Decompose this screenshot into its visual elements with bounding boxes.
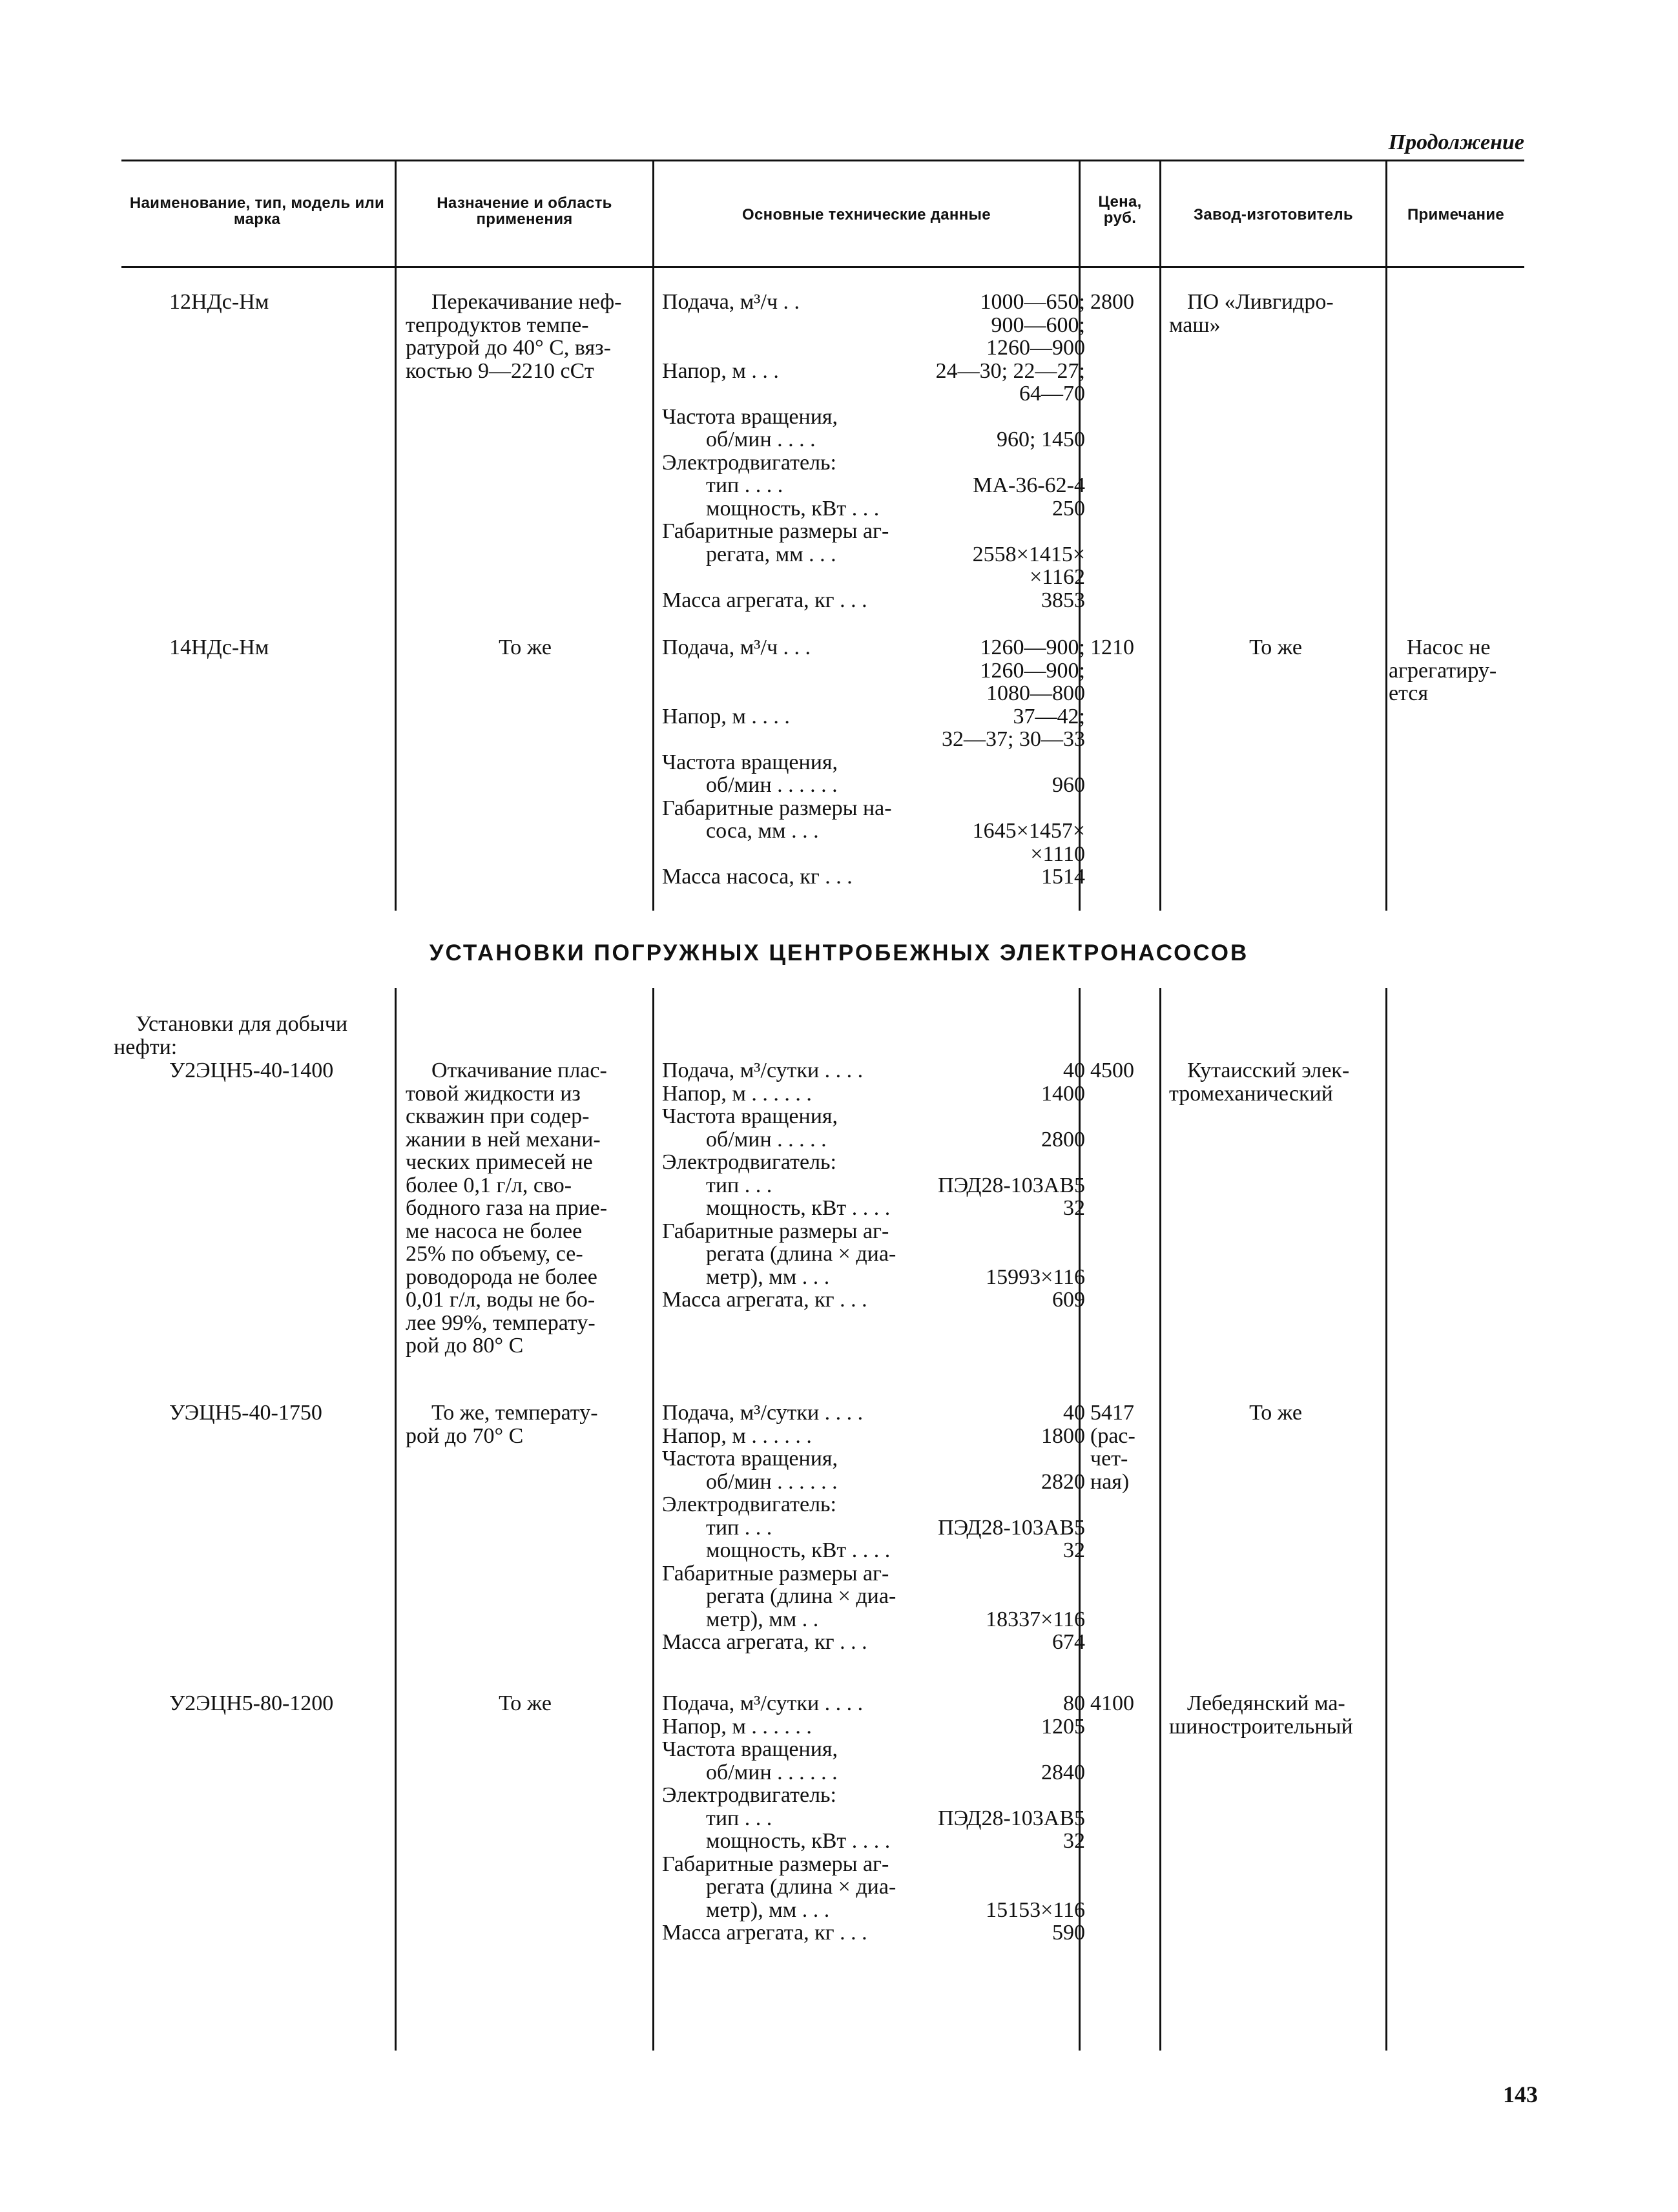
item-purpose-line: более 0,1 г/л, сво-: [406, 1173, 572, 1197]
col-divider: [1159, 161, 1161, 911]
spec-row: [662, 428, 1085, 451]
spec-label: мощность, кВт . . . .: [706, 1538, 891, 1562]
spec-row: [662, 1539, 1085, 1562]
item-purpose: [406, 1059, 645, 1358]
item-purpose-line: 0,01 г/л, воды не бо-: [406, 1288, 596, 1312]
spec-label: тип . . .: [706, 1173, 772, 1197]
spec-label: тип . . . .: [706, 473, 783, 497]
spec-value: 590: [1052, 1921, 1085, 1945]
spec-label: метр), мм . . .: [706, 1897, 830, 1922]
spec-label: Габаритные размеры аг-: [662, 519, 889, 543]
spec-row: [662, 774, 1085, 797]
spec-value: [896, 1876, 1085, 1899]
spec-row: [662, 1921, 1085, 1945]
spec-label: регата (длина × диа-: [706, 1875, 896, 1899]
spec-value: 1000—650;: [980, 290, 1085, 314]
spec-label: Габаритные размеры аг-: [662, 1852, 889, 1876]
spec-label: регата (длина × диа-: [706, 1584, 896, 1608]
item-maker-line: То же: [1249, 1401, 1302, 1425]
item-specs: [662, 1692, 1085, 1945]
item-name: УЭЦН5-40-1750: [169, 1401, 322, 1425]
spec-label: Напор, м . . . . . .: [662, 1714, 812, 1739]
spec-label: Масса агрегата, кг . . .: [662, 1630, 867, 1654]
spec-value: 1260—900;: [980, 658, 1085, 683]
item-purpose-line: Откачивание плас-: [431, 1059, 607, 1082]
item-purpose-line: рой до 80° С: [406, 1334, 524, 1358]
spec-value: 15993×116: [986, 1265, 1085, 1289]
spec-row: [662, 1425, 1085, 1448]
spec-row: [662, 589, 1085, 612]
item-name: У2ЭЦН5-80-1200: [169, 1691, 334, 1715]
spec-label: об/мин . . . . . .: [706, 1760, 838, 1784]
spec-value: 1645×1457×: [972, 819, 1085, 843]
spec-value: [836, 1784, 1085, 1807]
spec-label: Габаритные размеры аг-: [662, 1219, 889, 1243]
item-price: [1090, 291, 1134, 314]
item-note-line: Насос не: [1407, 636, 1491, 659]
spec-row: [662, 751, 1085, 774]
spec-label: Электродвигатель:: [662, 1783, 836, 1807]
item-price-line: ная): [1090, 1469, 1130, 1494]
spec-value: ×1110: [1030, 842, 1085, 866]
spec-label: Напор, м . . . . . .: [662, 1081, 812, 1106]
spec-value: [838, 751, 1085, 774]
spec-label: Габаритные размеры на-: [662, 796, 892, 820]
spec-value: 2840: [1041, 1760, 1085, 1784]
spec-row: [662, 1692, 1085, 1715]
spec-label: об/мин . . . . . .: [706, 1469, 838, 1494]
spec-label: Частота вращения,: [662, 1104, 838, 1128]
spec-label: Электродвигатель:: [662, 1493, 836, 1516]
spec-row: [662, 1447, 1085, 1471]
header-name: Наименование, тип, модель или марка: [129, 194, 385, 229]
item-price-line: чет-: [1090, 1447, 1128, 1471]
item-purpose-line: роводорода не более: [406, 1265, 597, 1289]
spec-value: [896, 1585, 1085, 1608]
spec-row: [662, 1243, 1085, 1266]
item-maker: [1169, 1059, 1382, 1105]
spec-value: 2558×1415×: [972, 542, 1085, 566]
item-purpose: [406, 636, 645, 659]
header-bottom-rule: [121, 266, 1524, 268]
spec-value: [889, 1220, 1085, 1243]
spec-value: [838, 1105, 1085, 1128]
header-maker: Завод-изготовитель: [1194, 206, 1353, 223]
spec-label: мощность, кВт . . . .: [706, 1196, 891, 1220]
section-title: УСТАНОВКИ ПОГРУЖНЫХ ЦЕНТРОБЕЖНЫХ ЭЛЕКТРОНАСОСОВ: [429, 940, 1249, 966]
spec-label: регата, мм . . .: [706, 542, 836, 566]
item-maker: [1169, 291, 1382, 336]
spec-value: 2820: [1041, 1469, 1085, 1494]
spec-row: [662, 1715, 1085, 1739]
spec-row: [662, 520, 1085, 543]
spec-row: [662, 497, 1085, 521]
spec-label: Масса агрегата, кг . . .: [662, 1921, 867, 1945]
spec-row: [662, 1471, 1085, 1494]
col-divider: [1385, 161, 1387, 911]
spec-row: [662, 382, 1085, 406]
spec-value: 80: [1063, 1691, 1085, 1715]
spec-value: ПЭД28-103АВ5: [938, 1806, 1085, 1830]
spec-label: соса, мм . . .: [706, 819, 819, 843]
spec-value: МА-36-62-4: [973, 473, 1085, 497]
item-purpose-line: рой до 70° С: [406, 1423, 524, 1448]
spec-value: 32—37; 30—33: [942, 727, 1085, 751]
spec-value: 960: [1052, 773, 1085, 797]
group-label-line: Установки для добычи: [136, 1012, 348, 1036]
item-price-line: (рас-: [1090, 1423, 1135, 1448]
header-purpose: Назначение и область применения: [437, 194, 612, 229]
spec-value: 18337×116: [986, 1607, 1085, 1631]
item-purpose-line: ческих примесей не: [406, 1150, 593, 1174]
spec-label: Габаритные размеры аг-: [662, 1561, 889, 1586]
spec-label: мощность, кВт . . . .: [706, 1829, 891, 1853]
spec-row: [662, 1876, 1085, 1899]
spec-label: об/мин . . . . .: [706, 1127, 827, 1152]
spec-value: [838, 406, 1085, 429]
spec-row: [662, 1266, 1085, 1289]
page-number: 143: [1503, 2082, 1538, 2107]
continuation-label: Продолжение: [1388, 130, 1524, 154]
group-label: [114, 1012, 348, 1059]
item-maker-line: То же: [1249, 636, 1302, 659]
spec-value: [889, 1853, 1085, 1876]
col-divider: [1385, 988, 1387, 2051]
spec-value: [838, 1738, 1085, 1761]
item-purpose-line: То же: [499, 1691, 552, 1715]
spec-value: 250: [1052, 496, 1085, 521]
spec-value: 37—42;: [1013, 704, 1085, 729]
spec-label: Частота вращения,: [662, 1737, 838, 1761]
spec-row: [662, 1830, 1085, 1853]
item-purpose-line: 25% по объему, се-: [406, 1242, 583, 1266]
spec-label: Напор, м . . . . . .: [662, 1423, 812, 1448]
item-purpose: [406, 1692, 645, 1715]
spec-label: Масса насоса, кг . . .: [662, 865, 853, 889]
spec-label: Электродвигатель:: [662, 1150, 836, 1174]
item-purpose-line: бодного газа на прие-: [406, 1196, 608, 1220]
spec-row: [662, 1807, 1085, 1830]
header-specs: Основные технические данные: [742, 206, 991, 223]
item-maker-line: маш»: [1169, 313, 1221, 337]
item-price-line: 2800: [1090, 290, 1134, 314]
item-price-line: 4500: [1090, 1059, 1134, 1082]
item-purpose-line: тепродуктов темпе-: [406, 313, 589, 337]
spec-value: 1400: [1041, 1081, 1085, 1106]
col-divider: [395, 988, 397, 2051]
spec-row: [662, 1608, 1085, 1631]
spec-row: [662, 1174, 1085, 1197]
spec-label: тип . . .: [706, 1806, 772, 1830]
item-purpose-line: товой жидкости из: [406, 1081, 581, 1106]
spec-value: [889, 1562, 1085, 1586]
item-price-line: 5417: [1090, 1401, 1134, 1425]
header-price: Цена, руб.: [1098, 193, 1142, 227]
spec-row: [662, 820, 1085, 843]
spec-row: [662, 659, 1085, 683]
spec-label: тип . . .: [706, 1515, 772, 1540]
item-specs: [662, 1059, 1085, 1312]
spec-value: ×1162: [1030, 565, 1085, 589]
spec-value: 1800: [1041, 1423, 1085, 1448]
spec-value: 32: [1063, 1196, 1085, 1220]
spec-label: Напор, м . . . .: [662, 704, 790, 729]
spec-label: Электродвигатель:: [662, 450, 836, 475]
spec-value: [892, 797, 1085, 820]
spec-label: мощность, кВт . . .: [706, 496, 880, 521]
spec-row: [662, 1853, 1085, 1876]
spec-label: Подача, м³/ч . . .: [662, 636, 811, 659]
spec-row: [662, 543, 1085, 566]
item-price: [1090, 636, 1134, 659]
spec-row: [662, 474, 1085, 497]
spec-label: Частота вращения,: [662, 750, 838, 774]
spec-row: [662, 336, 1085, 360]
spec-row: [662, 1082, 1085, 1106]
spec-value: 32: [1063, 1538, 1085, 1562]
spec-value: [889, 520, 1085, 543]
spec-row: [662, 1220, 1085, 1243]
spec-row: [662, 1105, 1085, 1128]
col-divider: [652, 988, 654, 2051]
item-purpose-line: лее 99%, температу-: [406, 1310, 596, 1335]
item-maker: [1169, 1692, 1382, 1738]
spec-row: [662, 797, 1085, 820]
spec-value: [838, 1447, 1085, 1471]
header-top-rule: [121, 160, 1524, 161]
spec-value: 1260—900: [986, 336, 1085, 360]
spec-label: Подача, м³/ч . .: [662, 290, 800, 314]
spec-row: [662, 1128, 1085, 1152]
item-specs: [662, 291, 1085, 612]
spec-row: [662, 1493, 1085, 1516]
spec-row: [662, 843, 1085, 866]
spec-value: 15153×116: [986, 1897, 1085, 1922]
item-price: [1090, 1401, 1135, 1493]
spec-row: [662, 1899, 1085, 1922]
spec-label: регата (длина × диа-: [706, 1242, 896, 1266]
spec-value: 674: [1052, 1630, 1085, 1654]
spec-label: Частота вращения,: [662, 1447, 838, 1471]
spec-row: [662, 1585, 1085, 1608]
spec-label: об/мин . . . . . .: [706, 773, 838, 797]
item-maker-line: шиностроительный: [1169, 1714, 1353, 1739]
item-maker-line: тромеханический: [1169, 1081, 1333, 1106]
spec-row: [662, 360, 1085, 383]
spec-row: [662, 1401, 1085, 1425]
item-price-line: 1210: [1090, 636, 1134, 659]
spec-row: [662, 406, 1085, 429]
spec-value: [836, 1493, 1085, 1516]
spec-row: [662, 314, 1085, 337]
spec-row: [662, 682, 1085, 705]
spec-value: [836, 1151, 1085, 1174]
item-maker: [1169, 1401, 1382, 1425]
item-purpose-line: костью 9—2210 сСт: [406, 358, 594, 383]
item-price-line: 4100: [1090, 1691, 1134, 1715]
spec-label: Подача, м³/сутки . . . .: [662, 1059, 864, 1082]
spec-value: [896, 1243, 1085, 1266]
item-maker-line: Лебедянский ма-: [1187, 1691, 1345, 1715]
item-purpose-line: ме насоса не более: [406, 1219, 583, 1243]
col-divider: [1159, 988, 1161, 2051]
spec-row: [662, 1761, 1085, 1784]
spec-value: ПЭД28-103АВ5: [938, 1173, 1085, 1197]
spec-value: 64—70: [1019, 382, 1085, 406]
spec-row: [662, 705, 1085, 729]
spec-row: [662, 1738, 1085, 1761]
spec-value: 1205: [1041, 1714, 1085, 1739]
item-specs: [662, 636, 1085, 889]
spec-value: [836, 451, 1085, 475]
item-purpose-line: То же: [499, 636, 552, 659]
item-note-line: агрегатиру-: [1389, 658, 1497, 683]
spec-value: 40: [1063, 1059, 1085, 1082]
spec-row: [662, 728, 1085, 751]
item-purpose: [406, 291, 645, 382]
spec-label: метр), мм . .: [706, 1607, 819, 1631]
header-note: Примечание: [1407, 206, 1505, 223]
spec-value: 3853: [1041, 588, 1085, 612]
spec-row: [662, 566, 1085, 589]
spec-value: 900—600;: [991, 313, 1085, 337]
spec-label: Масса агрегата, кг . . .: [662, 1288, 867, 1312]
spec-value: 1514: [1041, 865, 1085, 889]
spec-row: [662, 1059, 1085, 1082]
spec-label: Масса агрегата, кг . . .: [662, 588, 867, 612]
spec-row: [662, 636, 1085, 659]
spec-row: [662, 1562, 1085, 1586]
spec-row: [662, 451, 1085, 475]
spec-label: Частота вращения,: [662, 404, 838, 429]
item-name: 12НДс-Нм: [169, 290, 269, 314]
spec-value: 960; 1450: [997, 428, 1085, 451]
spec-value: 2800: [1041, 1127, 1085, 1152]
spec-row: [662, 865, 1085, 889]
spec-label: Напор, м . . .: [662, 358, 779, 383]
item-purpose-line: Перекачивание неф-: [431, 290, 622, 314]
spec-value: 609: [1052, 1288, 1085, 1312]
spec-row: [662, 1151, 1085, 1174]
spec-value: 1080—800: [986, 681, 1085, 705]
spec-label: об/мин . . . .: [706, 428, 816, 451]
spec-row: [662, 1516, 1085, 1540]
spec-value: 32: [1063, 1829, 1085, 1853]
spec-row: [662, 1631, 1085, 1654]
spec-label: метр), мм . . .: [706, 1265, 830, 1289]
item-price: [1090, 1059, 1134, 1082]
item-name: У2ЭЦН5-40-1400: [169, 1059, 334, 1082]
item-note-line: ется: [1389, 681, 1429, 705]
spec-value: 1260—900;: [980, 636, 1085, 659]
spec-row: [662, 1288, 1085, 1312]
spec-value: ПЭД28-103АВ5: [938, 1515, 1085, 1540]
spec-row: [662, 1784, 1085, 1807]
item-purpose: [406, 1401, 645, 1447]
item-name: 14НДс-Нм: [169, 636, 269, 659]
col-divider: [395, 161, 397, 911]
item-purpose-line: То же, температу-: [431, 1401, 598, 1425]
spec-value: 40: [1063, 1401, 1085, 1425]
item-maker-line: ПО «Ливгидро-: [1187, 290, 1334, 314]
item-purpose-line: ратурой до 40° С, вяз-: [406, 336, 611, 360]
item-purpose-line: жании в ней механи-: [406, 1127, 601, 1152]
item-specs: [662, 1401, 1085, 1654]
spec-label: Подача, м³/сутки . . . .: [662, 1691, 864, 1715]
spec-value: 24—30; 22—27;: [935, 358, 1085, 383]
group-label-line: нефти:: [114, 1035, 178, 1059]
item-price: [1090, 1692, 1134, 1715]
item-purpose-line: скважин при содер-: [406, 1104, 590, 1128]
item-note: [1389, 636, 1518, 705]
spec-row: [662, 1197, 1085, 1220]
item-maker-line: Кутаисский элек-: [1187, 1059, 1350, 1082]
spec-label: Подача, м³/сутки . . . .: [662, 1401, 864, 1425]
item-maker: [1169, 636, 1382, 659]
col-divider: [652, 161, 654, 911]
spec-row: [662, 291, 1085, 314]
